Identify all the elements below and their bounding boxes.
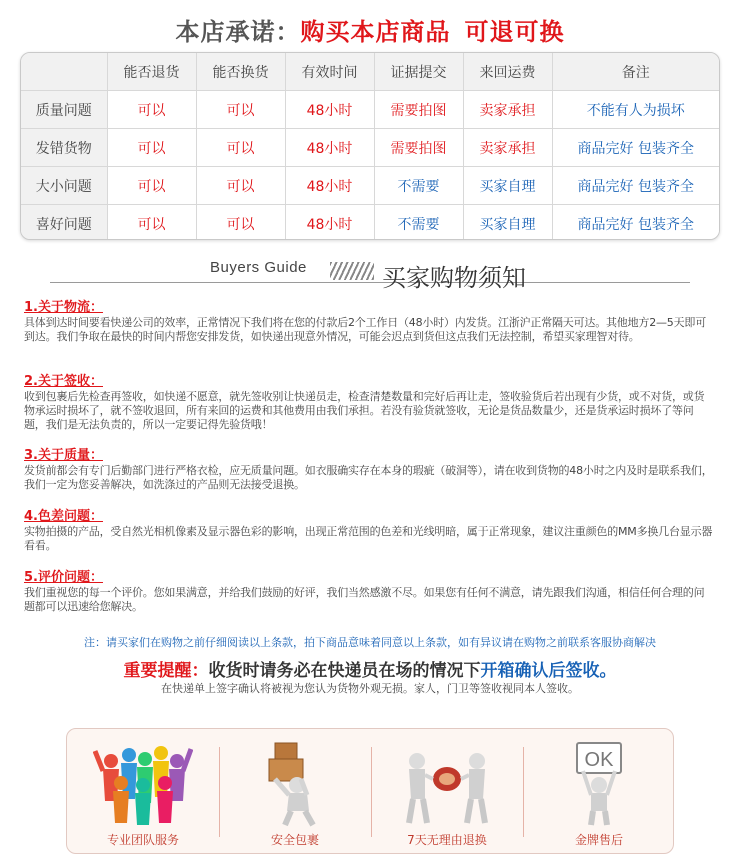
table-cell: 可以 — [107, 129, 196, 167]
table-cell: 可以 — [196, 205, 285, 241]
guide-divider — [50, 282, 690, 283]
policy-row — [21, 91, 719, 129]
table-cell: 48小时 — [285, 205, 374, 241]
policy-row — [21, 129, 719, 167]
ok-sign-text: OK — [584, 749, 614, 771]
section-title: 3.关于质量： — [24, 448, 103, 463]
table-cell: 商品完好 包装齐全 — [552, 129, 719, 167]
column-header: 能否退货 — [107, 53, 196, 91]
promise-header — [0, 12, 740, 47]
row-header: 喜好问题 — [21, 205, 107, 241]
table-cell: 可以 — [196, 129, 285, 167]
row-header: 质量问题 — [21, 91, 107, 129]
section-quality — [24, 448, 714, 492]
hatch-decoration — [330, 262, 374, 280]
service-label: 7天无理由退换 — [407, 833, 487, 847]
section-title: 5.评价问题： — [24, 570, 103, 585]
reminder-label: 重要提醒： — [123, 661, 209, 681]
section-logistics — [24, 300, 714, 344]
table-cell: 卖家承担 — [463, 91, 552, 129]
column-header: 来回运费 — [463, 53, 552, 91]
policy-header-row — [21, 53, 719, 91]
service-panel — [66, 728, 674, 854]
section-body: 收到包裹后先检查再签收，如快递不愿意，就先签收别让快递员走，检查清楚数量和完好后再让走，签收验货后若出现有少货，或不对货，或货物承运时损坏了，就不签收退回，所有来回的运费和其他费用由我们承担。若没有验货就签收，无论是货品数量少，还是货承运时损坏了等问题，我们是无法负责的，所以一定要记得先验货哦！ — [24, 390, 705, 431]
section-body: 实物拍摄的产品，受自然光相机像素及显示器色彩的影响，出现正常范围的色差和光线明暗，属于正常现象，建议注重颜色的MM多换几台显示器看看。 — [24, 525, 713, 552]
section-title: 2.关于签收： — [24, 374, 103, 389]
table-cell: 不需要 — [374, 205, 463, 241]
column-header: 能否换货 — [196, 53, 285, 91]
guide-title-cn: 买家购物须知 — [382, 264, 526, 292]
table-cell: 需要拍图 — [374, 129, 463, 167]
table-cell: 可以 — [107, 205, 196, 241]
table-cell: 48小时 — [285, 91, 374, 129]
promise-label: 本店承诺： — [175, 18, 301, 46]
policy-row — [21, 167, 719, 205]
service-label: 安全包裹 — [270, 833, 319, 847]
section-signing — [24, 374, 714, 432]
table-cell: 不需要 — [374, 167, 463, 205]
section-color — [24, 509, 714, 553]
column-header: 备注 — [552, 53, 719, 91]
table-cell: 买家自理 — [463, 205, 552, 241]
section-title: 1.关于物流： — [24, 300, 103, 315]
section-review — [24, 570, 714, 614]
policy-row — [21, 205, 719, 241]
table-cell: 可以 — [196, 167, 285, 205]
column-header: 有效时间 — [285, 53, 374, 91]
promise-text-2: 可退可换 — [464, 18, 565, 46]
table-cell: 可以 — [107, 91, 196, 129]
service-item-aftersale — [523, 729, 675, 855]
reminder-text-1: 收货时请务必在快递员在场的情况下 — [208, 661, 481, 681]
service-label: 专业团队服务 — [106, 833, 179, 847]
service-item-package — [219, 729, 371, 855]
terms-note: 注：请买家们在购物之前仔细阅读以上条款，拍下商品意味着同意以上条款，如有异议请在购物之前联系客服协商解决 — [84, 636, 656, 649]
person-carrying-boxes-icon — [245, 739, 345, 827]
section-body: 我们重视您的每一个评价。您如果满意，并给我们鼓励的好评，我们当然感激不尽。如果您有任何不满意，请先跟我们沟通，相信任何合理的问题都可以迅速给您解决。 — [24, 586, 705, 613]
table-cell: 不能有人为损坏 — [552, 91, 719, 129]
person-exchanging-package-icon — [397, 739, 497, 827]
column-header: 证据提交 — [374, 53, 463, 91]
service-item-exchange — [371, 729, 523, 855]
service-label: 金牌售后 — [574, 833, 623, 847]
table-cell: 商品完好 包装齐全 — [552, 205, 719, 241]
table-cell: 48小时 — [285, 129, 374, 167]
table-cell: 买家自理 — [463, 167, 552, 205]
table-cell: 可以 — [196, 91, 285, 129]
row-header: 大小问题 — [21, 167, 107, 205]
team-figures-icon — [93, 739, 193, 827]
section-title: 4.色差问题： — [24, 509, 103, 524]
section-body: 具体到达时间要看快递公司的效率，正常情况下我们将在您的付款后2个工作日（48小时）内发货。江浙沪正常隔天可达。其他地方2—5天即可到达。我们争取在最快的时间内帮您安排发货，如快递出现意外情况，可能会迟点到货但这点我们无法控制，希望买家理智对待。 — [24, 316, 706, 343]
table-cell: 需要拍图 — [374, 91, 463, 129]
table-cell: 卖家承担 — [463, 129, 552, 167]
service-item-team — [67, 729, 219, 855]
header-corner — [21, 53, 107, 91]
guide-title-en: Buyers Guide — [210, 259, 307, 276]
section-body: 发货前都会有专门后勤部门进行严格衣检，应无质量问题。如衣服确实存在本身的瑕疵（破洞等），请在收到货物的48小时之内及时是联系我们，我们一定为您妥善解决，如洗涤过的产品则无法接受退换。 — [24, 464, 713, 491]
reminder-subtext: 在快递单上签字确认将被视为您认为货物外观无损。家人，门卫等签收视同本人签收。 — [161, 682, 579, 695]
policy-table — [20, 52, 720, 240]
promise-text-1: 购买本店商品 — [300, 18, 451, 46]
ok-sign-icon — [549, 739, 649, 827]
row-header: 发错货物 — [21, 129, 107, 167]
important-reminder — [0, 656, 740, 681]
table-cell: 48小时 — [285, 167, 374, 205]
table-cell: 商品完好 包装齐全 — [552, 167, 719, 205]
table-cell: 可以 — [107, 167, 196, 205]
reminder-text-2: 开箱确认后签收。 — [480, 661, 617, 681]
